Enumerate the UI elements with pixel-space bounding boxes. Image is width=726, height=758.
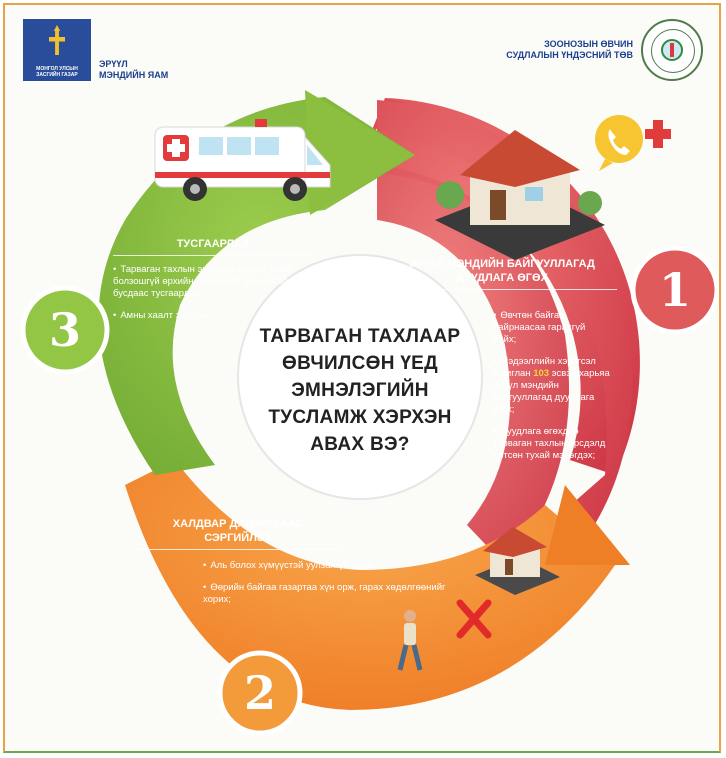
step1-bullet-1: • Өвчтөн байгаа байрнаасаа гарахгүй байх; bbox=[493, 310, 611, 346]
red-cross-icon bbox=[645, 120, 671, 148]
ministry-name: ЭРҮҮЛ МЭНДИЙН ЯАМ bbox=[99, 59, 169, 80]
step1-number: 1 bbox=[658, 263, 691, 317]
phone-call-icon bbox=[595, 115, 643, 171]
step3-title: ТУСГААРЛАХ bbox=[113, 237, 313, 256]
infographic-frame bbox=[3, 3, 721, 753]
emergency-number: 103 bbox=[533, 368, 550, 379]
step3-bullet-1: • Тарваган тахлын эрсдэлд өртсөн байж болзошгүй өрхийн гишүүнийг эмч иртэл бусдаас тусгаарлах; bbox=[113, 264, 313, 300]
step1-bullet-3: • Дуудлага өгөхдөө тарваган тахлын эрсдэлд өртсөн тухай мэдэгдэх; bbox=[493, 426, 611, 462]
centre-name: ЗООНОЗЫН ӨВЧИН СУДЛАЛЫН ҮНДЭСНИЙ ТӨВ bbox=[506, 39, 633, 60]
step2-bullets bbox=[203, 560, 463, 616]
emblem-caption: МОНГОЛ УЛСЫН ЗАСГИЙН ГАЗАР bbox=[36, 66, 78, 78]
step3-number: 3 bbox=[48, 303, 81, 357]
step2-bullet-2: • Өөрийн байгаа газартаа хүн орж, гарах хөдөлгөөнийг хорих; bbox=[203, 582, 463, 606]
step2-title: ХАЛДВАР ДАМЖИХААС СЭРГИЙЛЭХ bbox=[133, 517, 343, 550]
step2-bullet-1: • Аль болох хүмүүстэй уулзахгүй байх; bbox=[203, 560, 463, 572]
step3-text bbox=[113, 237, 313, 332]
center-question: ТАРВАГАН ТАХЛААР ӨВЧИЛСӨН ҮЕД ЭМНЭЛЭГИЙН ТУСЛАМЖ ХЭРХЭН АВАХ ВЭ? bbox=[259, 326, 461, 455]
step1-title: ЭРҮҮЛ МЭНДИЙН БАЙГУУЛЛАГАД ДУУДЛАГА ӨГӨХ bbox=[387, 257, 617, 290]
step2-number: 2 bbox=[243, 666, 276, 720]
step1-bullet-2: • Мэдээллийн хэрэгсэл ашиглан 103 эсвэл харьяа эрүүл мэндийн байгууллагад дуудлага өгөх; bbox=[493, 356, 611, 416]
step3-bullet-2: • Амны хаалт зүүлгэх; bbox=[113, 310, 313, 322]
step1-bullets bbox=[493, 310, 611, 472]
